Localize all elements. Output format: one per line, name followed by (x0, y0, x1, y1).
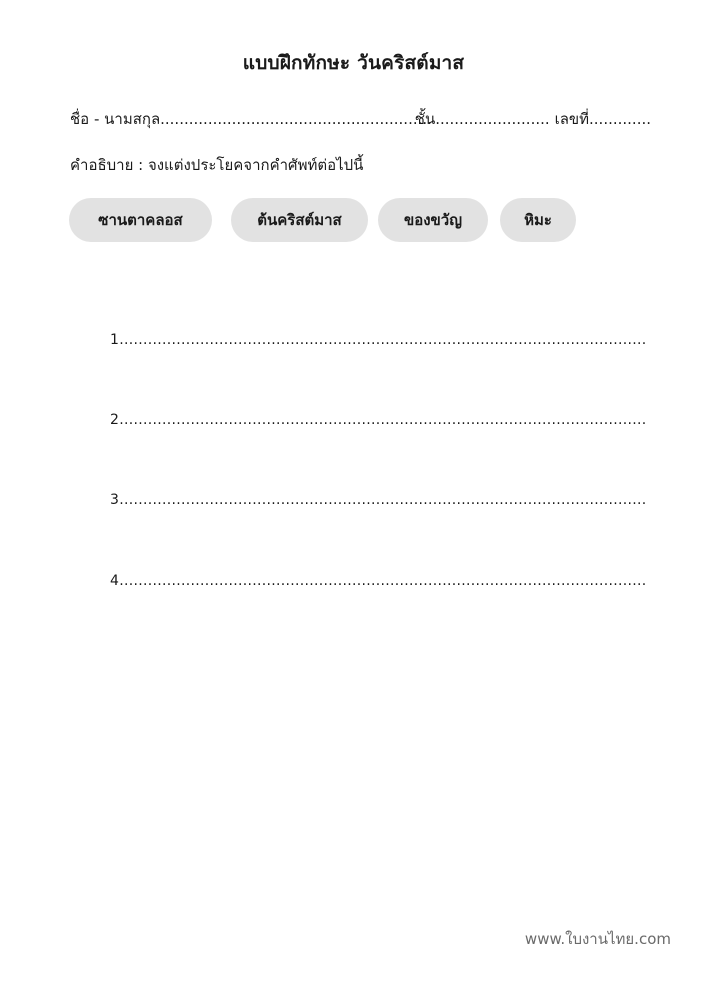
answer-line-1: 1............................................................................................................... (110, 332, 647, 348)
word-bank (69, 198, 629, 242)
answer-line-4: 4............................................................................................................... (110, 573, 647, 589)
answer-line-3: 3............................................................................................................... (110, 492, 647, 508)
number-field: เลขที่............. (554, 110, 652, 128)
word-chip-christmas-tree: ต้นคริสต์มาส (231, 198, 368, 242)
footer-website: www.ใบงานไทย.com (524, 930, 671, 948)
answer-line-2: 2............................................................................................................... (110, 412, 647, 428)
student-info-row (70, 107, 651, 131)
instruction-text: คำอธิบาย : จงแต่งประโยคจากคำศัพท์ต่อไปนี้ (70, 156, 364, 174)
class-field: ชั้น........................ (414, 110, 550, 128)
word-chip-snow: หิมะ (500, 198, 576, 242)
worksheet-title: แบบฝึกทักษะ วันคริสต์มาส (242, 52, 465, 74)
word-chip-santa: ซานตาคลอส (69, 198, 212, 242)
name-field: ชื่อ - นามสกุล......................................................... (70, 110, 432, 128)
word-chip-gift: ของขวัญ (378, 198, 488, 242)
